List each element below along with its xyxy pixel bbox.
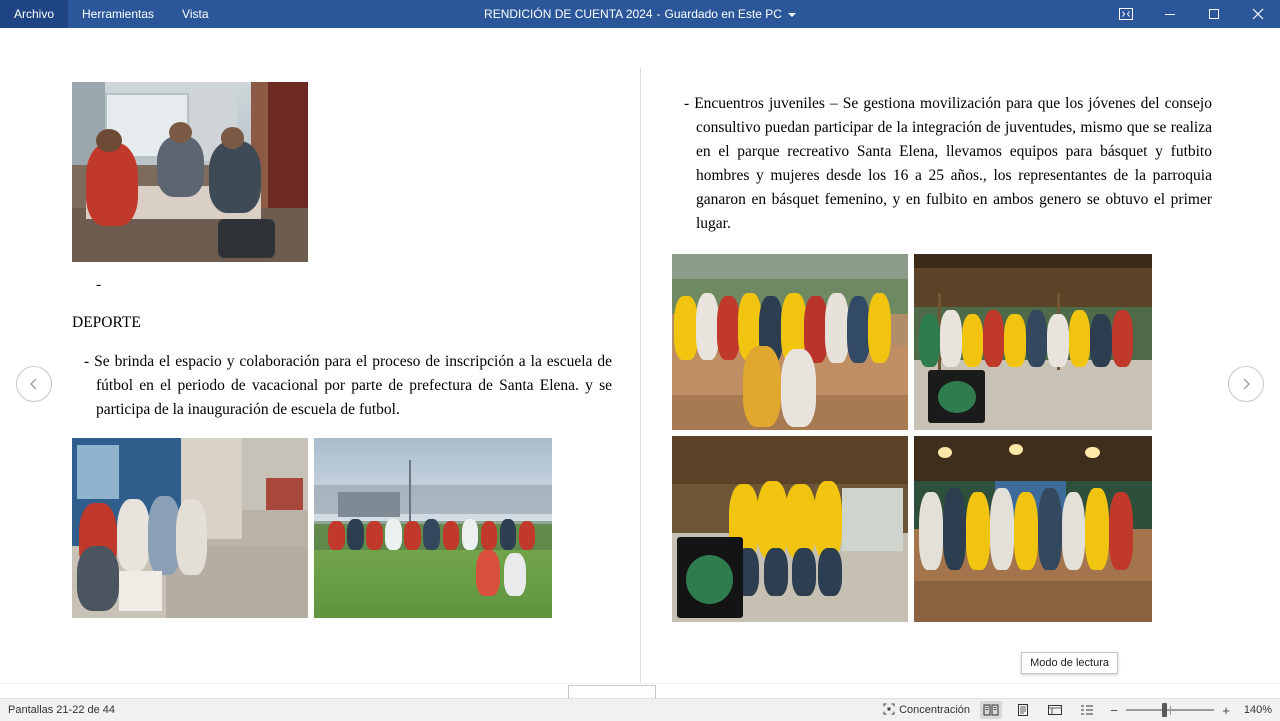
left-dash-line: - <box>96 276 102 293</box>
foto-equipo-femenino <box>672 436 908 622</box>
menu-archivo[interactable]: Archivo <box>0 0 68 28</box>
focus-icon <box>883 703 895 718</box>
right-photo-row-1 <box>672 254 1212 430</box>
status-bar <box>0 698 1280 721</box>
saved-state-label: Guardado en Este PC <box>664 7 782 21</box>
restore-icon[interactable] <box>1192 0 1236 28</box>
column-divider <box>640 68 641 688</box>
left-photo-row <box>72 438 612 618</box>
zoom-in-button[interactable]: + <box>1222 702 1230 718</box>
view-lectura-icon[interactable] <box>980 701 1002 719</box>
ribbon-display-options-icon[interactable] <box>1104 0 1148 28</box>
foto-reunion-mesa <box>72 82 308 262</box>
zoom-control <box>1108 703 1272 718</box>
minimize-icon[interactable] <box>1148 0 1192 28</box>
menu-bar <box>0 0 223 28</box>
previous-screen-button[interactable] <box>16 366 52 402</box>
zoom-slider-thumb[interactable] <box>1162 703 1167 717</box>
document-title: RENDICIÓN DE CUENTA 2024 <box>484 7 653 21</box>
zoom-out-button[interactable]: − <box>1110 702 1118 718</box>
title-separator: - <box>656 7 661 21</box>
status-bar-right <box>883 701 1272 719</box>
chevron-down-icon[interactable] <box>788 13 796 17</box>
close-icon[interactable] <box>1236 0 1280 28</box>
menu-herramientas[interactable]: Herramientas <box>82 7 155 21</box>
next-screen-button[interactable] <box>1228 366 1264 402</box>
right-paragraph: - Encuentros juveniles – Se gestiona movilización para que los jóvenes del consejo consultivo puedan participar de la integración de juventudes, mismo que se realiza en el parque recreativo Santa Elena, llevamos equipos para básquet y futbito hombres y mujeres desde los 16 a 25 años., los representantes de la parroquia ganaron en básquet femenino, y en fulbito en ambos genero se obtuvo el primer lugar. <box>684 95 1212 233</box>
focus-label: Concentración <box>899 704 970 716</box>
right-page-column <box>672 92 1212 622</box>
tooltip-modo-de-lectura: Modo de lectura <box>1021 652 1118 674</box>
page-indicator[interactable]: Pantallas 21-22 de 44 <box>8 704 116 716</box>
foto-cancha-futbol <box>314 438 552 618</box>
view-impresion-icon[interactable] <box>1012 701 1034 719</box>
foto-exteriores-escuela <box>72 438 308 618</box>
document-page-area <box>0 28 1280 698</box>
foto-premiacion <box>914 436 1152 622</box>
zoom-slider[interactable] <box>1126 704 1214 716</box>
zoom-slider-midpoint <box>1170 706 1171 715</box>
focus-mode-button[interactable] <box>883 703 970 718</box>
view-esquema-icon[interactable] <box>1076 701 1098 719</box>
view-web-icon[interactable] <box>1044 701 1066 719</box>
horizontal-scrollbar[interactable] <box>0 683 1280 698</box>
left-page-column <box>72 82 612 618</box>
zoom-percent-label[interactable]: 140% <box>1243 704 1272 716</box>
foto-grupo-jovenes-exterior <box>672 254 908 430</box>
foto-grupo-galpon <box>914 254 1152 430</box>
left-paragraph: - Se brinda el espacio y colaboración para el proceso de inscripción a la escuela de fútbol en el periodo de vacacional por parte de prefectura de Santa Elena. y se participa de la inauguración de escuela de futbol. <box>84 353 612 419</box>
title-bar <box>0 0 1280 28</box>
window-controls <box>1104 0 1280 28</box>
horizontal-scrollbar-thumb[interactable] <box>568 685 656 698</box>
left-heading-deporte: DEPORTE <box>72 314 141 331</box>
menu-vista[interactable]: Vista <box>182 7 209 21</box>
right-photo-row-2 <box>672 436 1212 622</box>
